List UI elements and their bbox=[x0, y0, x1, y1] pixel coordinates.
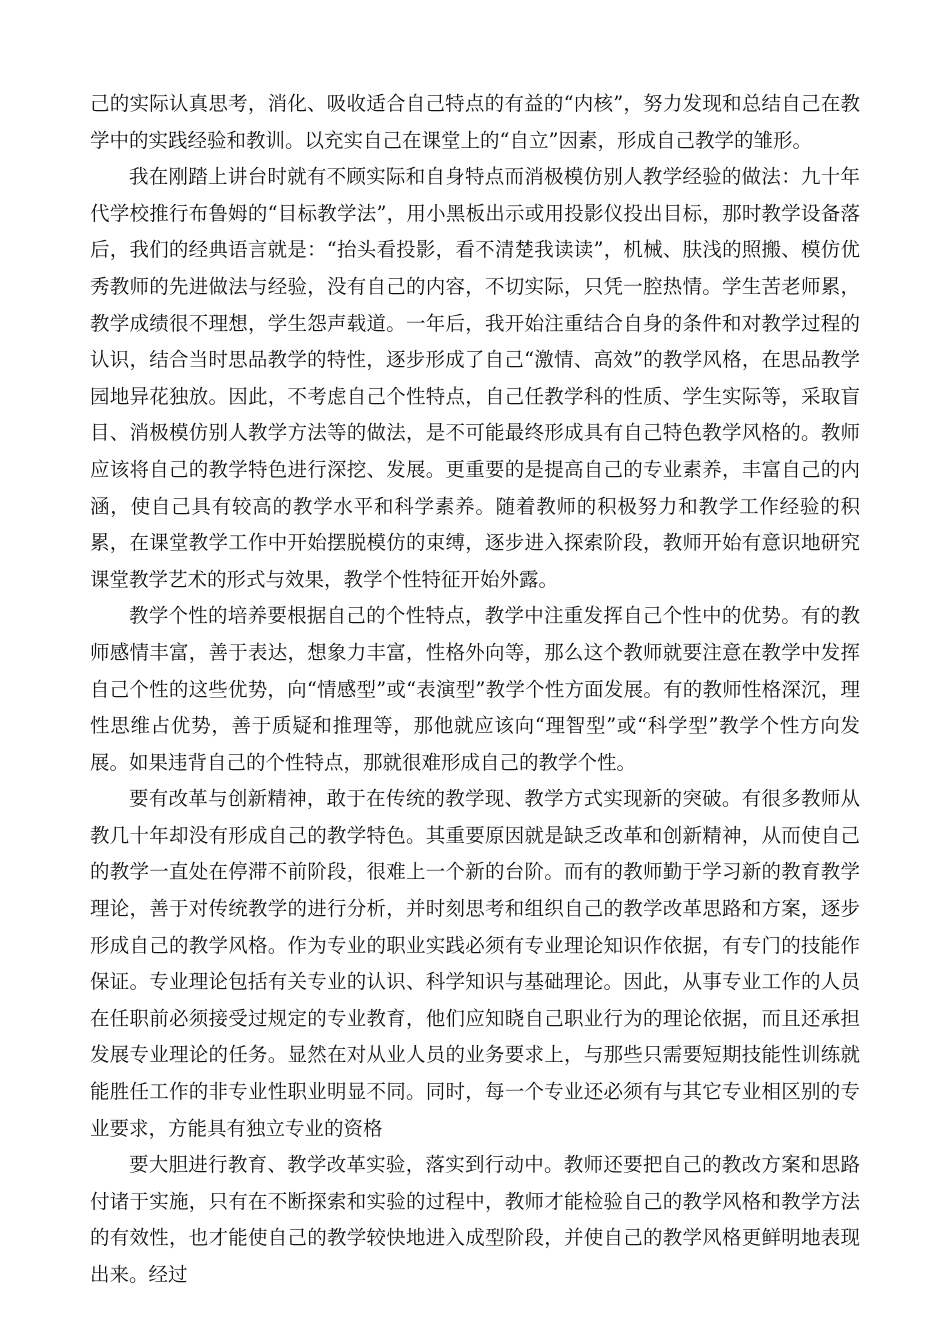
paragraph-reform-innovation: 要有改革与创新精神，敢于在传统的教学现、教学方式实现新的突破。有很多教师从教几十年却没有形成自己的教学特色。其重要原因就是缺乏改革和创新精神，从而使自己的教学一直处在停滞不前阶段，很难上一个新的台阶。而有的教师勤于学习新的教育教学理论，善于对传统教学的进行分析，并时刻思考和组织自己的教学改革思路和方案，逐步形成自己的教学风格。作为专业的职业实践必须有专业理论知识作依据，有专门的技能作保证。专业理论包括有关专业的认识、科学知识与基础理论。因此，从事专业工作的人员在任职前必须接受过规定的专业教育，他们应知晓自己职业行为的理论依据，而且还承担发展专业理论的任务。显然在对从业人员的业务要求上，与那些只需要短期技能性训练就能胜任工作的非专业性职业明显不同。同时，每一个专业还必须有与其它专业相区别的专业要求，方能具有独立专业的资格 bbox=[90, 787, 860, 1140]
paragraph-imitation-experience: 我在刚踏上讲台时就有不顾实际和自身特点而消极模仿别人教学经验的做法：九十年代学校推行布鲁姆的“目标教学法”，用小黑板出示或用投影仪投出目标，那时教学设备落后，我们的经典语言就是：“抬头看投影，看不清楚我读读”，机械、肤浅的照搬、模仿优秀教师的先进做法与经验，没有自己的内容，不切实际，只凭一腔热情。学生苦老师累，教学成绩很不理想，学生怨声载道。一年后，我开始注重结合自身的条件和对教学过程的认识，结合当时思品教学的特性，逐步形成了自己“激情、高效”的教学风格，在思品教学园地异花独放。因此，不考虑自己个性特点，自己任教学科的性质、学生实际等，采取盲目、消极模仿别人教学方法等的做法，是不可能最终形成具有自己特色教学风格的。教师应该将自己的教学特色进行深挖、发展。更重要的是提高自己的专业素养，丰富自己的内涵，使自己具有较高的教学水平和科学素养。随着教师的积极努力和教学工作经验的积累，在课堂教学工作中开始摆脱模仿的束缚，逐步进入探索阶段，教师开始有意识地研究课堂教学艺术的形式与效果，教学个性特征开始外露。 bbox=[90, 165, 860, 591]
paragraph-continuation: 己的实际认真思考，消化、吸收适合自己特点的有益的“内核”，努力发现和总结自己在教学中的实践经验和教训。以充实自己在课堂上的“自立”因素，形成自己教学的雏形。 bbox=[90, 92, 860, 152]
paragraph-teaching-personality: 教学个性的培养要根据自己的个性特点，教学中注重发挥自己个性中的优势。有的教师感情丰富，善于表达，想象力丰富，性格外向等，那么这个教师就要注意在教学中发挥自己个性的这些优势，向“情感型”或“表演型”教学个性方面发展。有的教师性格深沉，理性思维占优势，善于质疑和推理等，那他就应该向“理智型”或“科学型”教学个性方向发展。如果违背自己的个性特点，那就很难形成自己的教学个性。 bbox=[90, 604, 860, 774]
paragraph-reform-experiment: 要大胆进行教育、教学改革实验，落实到行动中。教师还要把自己的教改方案和思路付诸于实施，只有在不断探索和实验的过程中，教师才能检验自己的教学风格和教学方法的有效性，也才能使自己的教学较快地进入成型阶段，并使自己的教学风格更鲜明地表现出来。经过 bbox=[90, 1153, 860, 1286]
